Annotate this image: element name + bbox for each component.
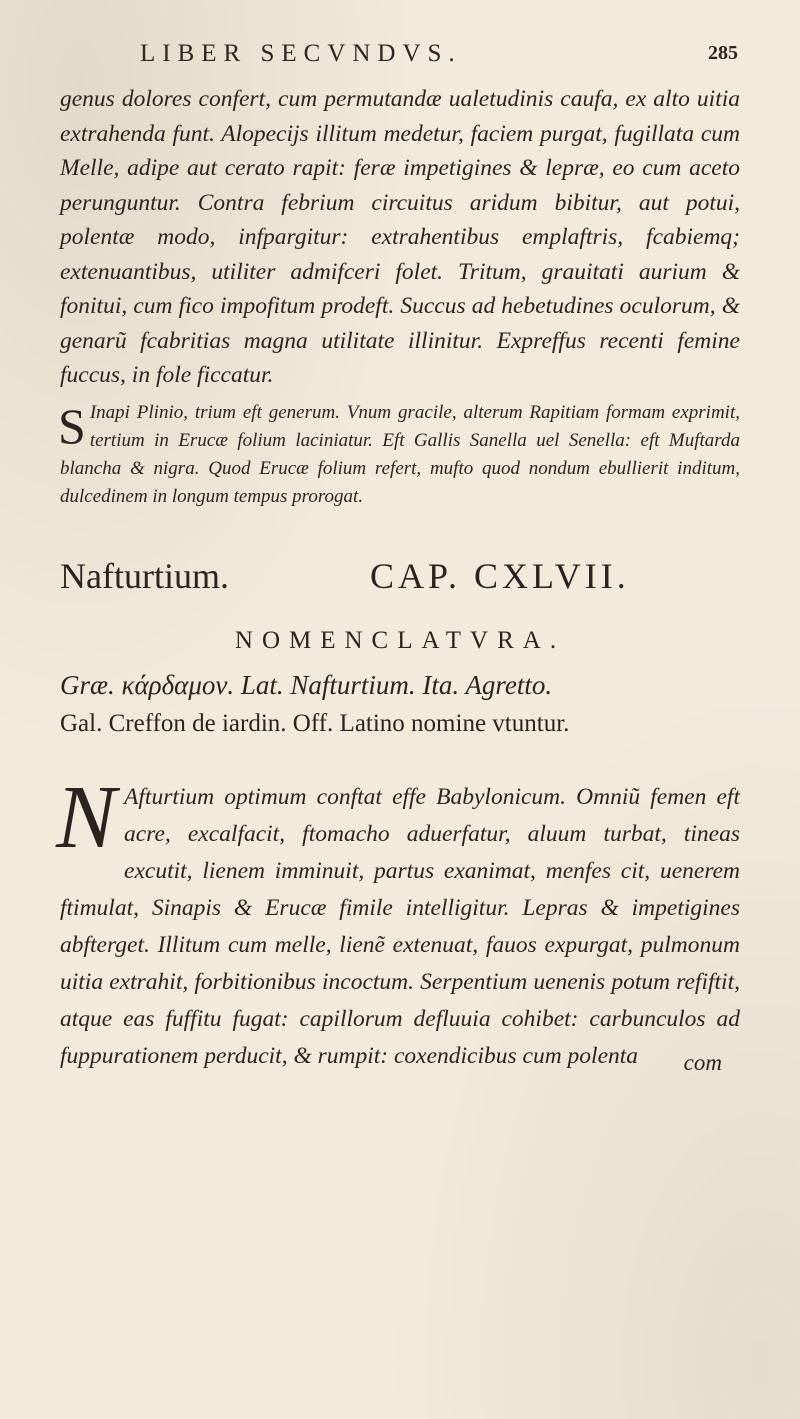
nasturtium-paragraph xyxy=(56,767,740,1075)
chapter-title: Nafturtium. xyxy=(60,555,229,596)
chapter-heading xyxy=(60,555,740,605)
page-number: 285 xyxy=(708,42,738,64)
sinapi-note xyxy=(60,399,740,511)
chapter-number: CAP. CXLVII. xyxy=(370,555,630,596)
nomenclatura-heading: NOMENCLATVRA. xyxy=(234,626,566,654)
body-paragraph: genus dolores confert, cum permutandæ ualetudinis caufa, ex alto uitia extrahenda funt. Alopecijs illitum medetur, faciem purgat, fugillata cum Melle, adipe aut cerato rapit: feræ impetigines & lepræ, eo cum aceto perunguntur. Contra febrium circuitus aridum bibitur, aut potui, polentæ modo, infpargitur: extrahentibus emplaftris, fcabiemq; extenuantibus, utiliter admifceri folet. Tritum, grauitati aurium & fonitui, cum fico impofitum prodeft. Succus ad hebetudines oculorum, & genarũ fcabritias magna utilitate illinitur. Expreffus recenti femine fuccus, in fole ficcatur. xyxy=(60,86,740,388)
drop-cap-n: N xyxy=(56,767,117,867)
drop-cap-s: S xyxy=(58,397,86,454)
running-head: LIBER SECVNDVS. xyxy=(140,40,462,67)
catchword: com xyxy=(683,1050,722,1075)
page-header xyxy=(60,36,740,76)
nomenclatura-gallic-officinal: Gal. Creffon de iardin. Off. Latino nomine vtuntur. xyxy=(60,709,570,737)
sinapi-note-text: Inapi Plinio, trium eft generum. Vnum gracile, alterum Rapitiam formam exprimit, tertium in Erucæ folium laciniatur. Eft Gallis Sanella uel Senella: eft Muftarda blancha & nigra. Quod Erucæ folium refert, mufto quod nondum ebullierit inditum, dulcedinem in longum tempus prorogat. xyxy=(60,401,740,507)
nomenclatura-greek-latin-italian: Græ. κάρδαμον. Lat. Nafturtium. Ita. Agretto. xyxy=(60,669,553,700)
nasturtium-paragraph-text: Afturtium optimum conftat effe Babylonicum. Omniũ femen eft acre, excalfacit, ftomacho aduerfatur, aluum turbat, tineas excutit, lienem imminuit, partus exanimat, menfes cit, uenerem ftimulat, Sinapis & Erucæ fimile intelligitur. Lepras & impetigines abfterget. Illitum cum melle, lienẽ extenuat, fauos expurgat, pulmonum uitia extrahit, forbitionibus incoctum. Serpentium uenenis potum refiftit, atque eas fuffitu fugat: capillorum defluuia cohibet: carbunculos ad fuppurationem perducit, & rumpit: coxendicibus cum polenta xyxy=(60,783,740,1069)
